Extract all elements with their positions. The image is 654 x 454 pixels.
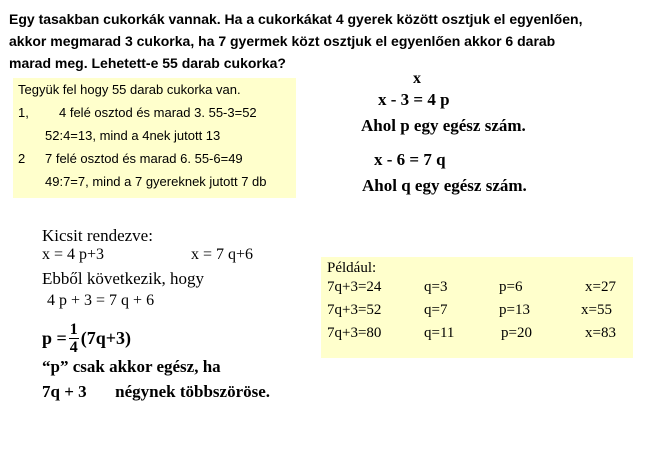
derivation-eq-b: x = 7 q+6 xyxy=(191,246,254,263)
example-cell: p=6 xyxy=(499,279,523,295)
conclusion-line-1: “p” csak akkor egész, ha xyxy=(42,357,221,376)
conclusion-text: négynek többszöröse. xyxy=(115,382,271,401)
derivation-eq-a: x = 4 p+3 xyxy=(42,246,105,263)
derivation-follows: Ebből következik, hogy xyxy=(42,269,204,288)
x-label: x xyxy=(413,70,421,87)
p-formula xyxy=(42,317,131,359)
equation-1-note: Ahol p egy egész szám. xyxy=(361,116,526,135)
note-item-number: 1, xyxy=(18,105,29,120)
example-cell: 7q+3=24 xyxy=(327,279,382,295)
note-title: Tegyük fel hogy 55 darab cukorka van. xyxy=(18,82,241,97)
one-quarter-fraction xyxy=(69,321,79,356)
example-cell: x=27 xyxy=(585,279,616,295)
equation-2: x - 6 = 7 q xyxy=(374,150,446,169)
example-cell: q=11 xyxy=(424,325,455,341)
note-item-number: 2 xyxy=(18,151,26,166)
example-cell: q=7 xyxy=(424,302,448,318)
conclusion-expression: 7q + 3 xyxy=(42,382,87,401)
p-formula-suffix: (7q+3) xyxy=(80,327,132,348)
fraction-denominator: 4 xyxy=(69,338,78,356)
trial-note-box xyxy=(13,78,296,198)
fraction-numerator: 1 xyxy=(69,320,78,338)
example-cell: 7q+3=52 xyxy=(327,302,382,318)
example-cell: p=13 xyxy=(499,302,530,318)
equation-2-note: Ahol q egy egész szám. xyxy=(362,176,527,195)
problem-line: akkor megmarad 3 cukorka, ha 7 gyermek közt osztjuk el egyenlően akkor 6 darab xyxy=(9,33,556,49)
equation-1: x - 3 = 4 p xyxy=(378,90,450,109)
problem-statement xyxy=(9,8,645,74)
examples-box xyxy=(321,257,633,358)
example-cell: p=20 xyxy=(501,325,532,341)
derivation-combined: 4 p + 3 = 7 q + 6 xyxy=(47,292,155,309)
example-cell: 7q+3=80 xyxy=(327,325,382,341)
derivation-heading: Kicsit rendezve: xyxy=(42,226,153,245)
examples-heading: Például: xyxy=(327,260,377,276)
example-cell: x=83 xyxy=(585,325,616,341)
note-item-line: 49:7=7, mind a 7 gyereknek jutott 7 db xyxy=(45,174,267,189)
p-formula-prefix: p = xyxy=(42,327,67,348)
problem-line: marad meg. Lehetett-e 55 darab cukorka? xyxy=(9,55,286,71)
conclusion-line-2 xyxy=(42,382,270,402)
note-item-line: 52:4=13, mind a 4nek jutott 13 xyxy=(45,128,221,143)
example-cell: x=55 xyxy=(581,302,612,318)
example-cell: q=3 xyxy=(424,279,448,295)
note-item-line: 7 felé osztod és marad 6. 55-6=49 xyxy=(45,151,243,166)
note-item-line: 4 felé osztod és marad 3. 55-3=52 xyxy=(59,105,257,120)
problem-line: Egy tasakban cukorkák vannak. Ha a cukorkákat 4 gyerek között osztjuk el egyenlően, xyxy=(9,11,583,27)
